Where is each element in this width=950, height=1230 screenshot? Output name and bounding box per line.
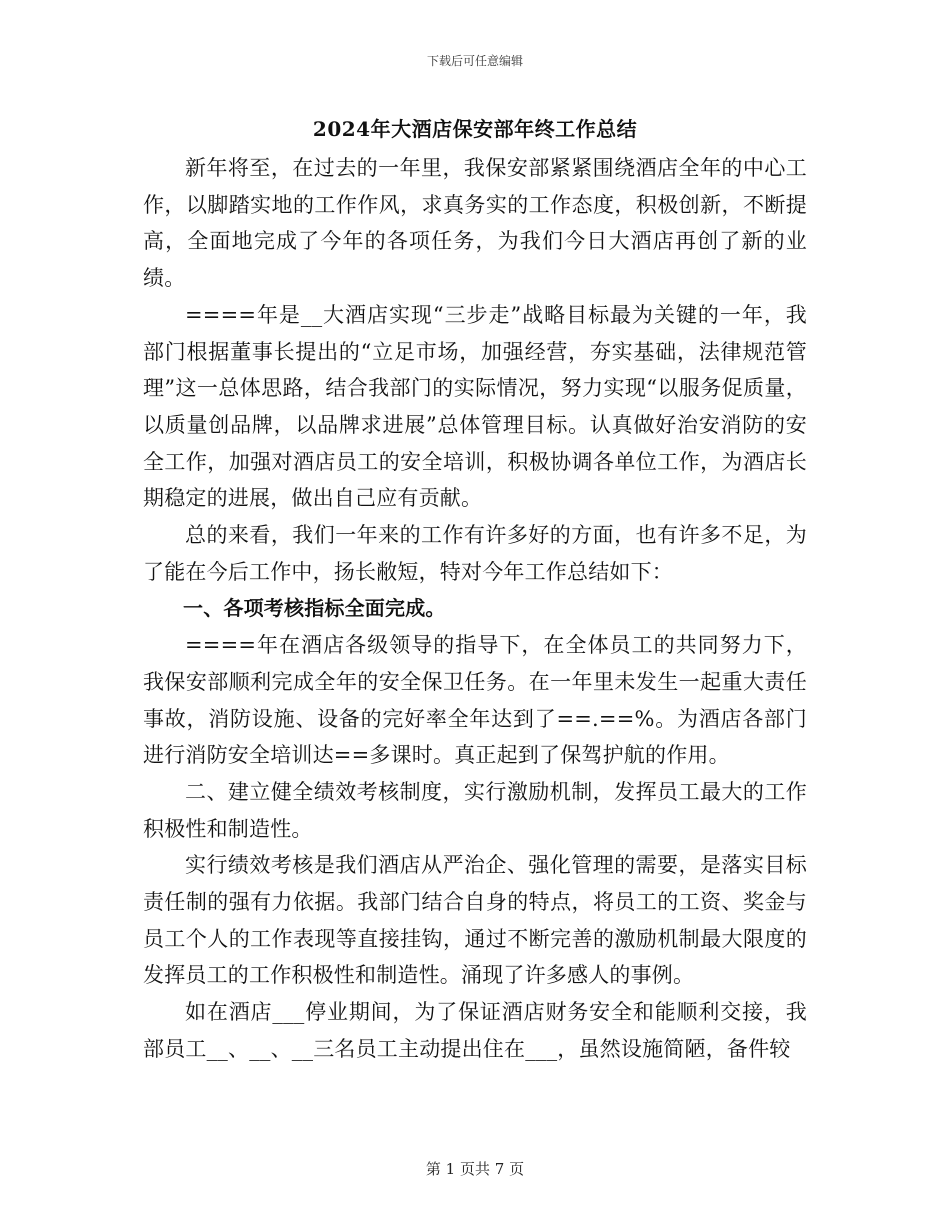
- section-heading-2: 二、建立健全绩效考核制度，实行激励机制，发挥员工最大的工作积极性和制造性。: [143, 779, 807, 841]
- paragraph-strategy: ====年是__大酒店实现“三步走”战略目标最为关键的一年，我部门根据董事长提出的“立足市场，加强经营，夯实基础，法律规范管理”这一总体思路，结合我部门的实际情况，努力实现“以服务促质量，以质量创品牌，以品牌求进展”总体管理目标。认真做好治安消防的安全工作，加强对酒店员工的安全培训，积极协调各单位工作，为酒店长期稳定的进展，做出自己应有贡献。: [143, 302, 807, 511]
- document-title: 2024年大酒店保安部年终工作总结: [312, 117, 638, 141]
- header-note: 下载后可任意编辑: [426, 54, 523, 68]
- paragraph-overview: 总的来看，我们一年来的工作有许多好的方面，也有许多不足，为了能在今后工作中，扬长敝短，特对今年工作总结如下：: [143, 523, 807, 584]
- document-body: [143, 150, 807, 1068]
- page-footer: 第 1 页共 7 页: [425, 1160, 525, 1178]
- paragraph-intro: 新年将至，在过去的一年里，我保安部紧紧围绕酒店全年的中心工作，以脚踏实地的工作作风，求真务实的工作态度，积极创新，不断提高，全面地完成了今年的各项任务，为我们今日大酒店再创了新的业绩。: [143, 156, 807, 291]
- paragraph-example: 如在酒店___停业期间，为了保证酒店财务安全和能顺利交接，我部员工__、__、__三名员工主动提出住在___，虽然设施简陋，备件较: [143, 1000, 807, 1061]
- section-heading-1: 一、各项考核指标全面完成。: [183, 596, 446, 621]
- paragraph-section-1: ====年在酒店各级领导的指导下，在全体员工的共同努力下，我保安部顺利完成全年的安全保卫任务。在一年里未发生一起重大责任事故，消防设施、设备的完好率全年达到了==.==%。为酒店各部门进行消防安全培训达==多课时。真正起到了保驾护航的作用。: [143, 633, 807, 768]
- paragraph-section-2: 实行绩效考核是我们酒店从严治企、强化管理的需要，是落实目标责任制的强有力依据。我部门结合自身的特点，将员工的工资、奖金与员工个人的工作表现等直接挂钩，通过不断完善的激励机制最大限度的发挥员工的工作积极性和制造性。涌现了许多感人的事例。: [143, 853, 807, 988]
